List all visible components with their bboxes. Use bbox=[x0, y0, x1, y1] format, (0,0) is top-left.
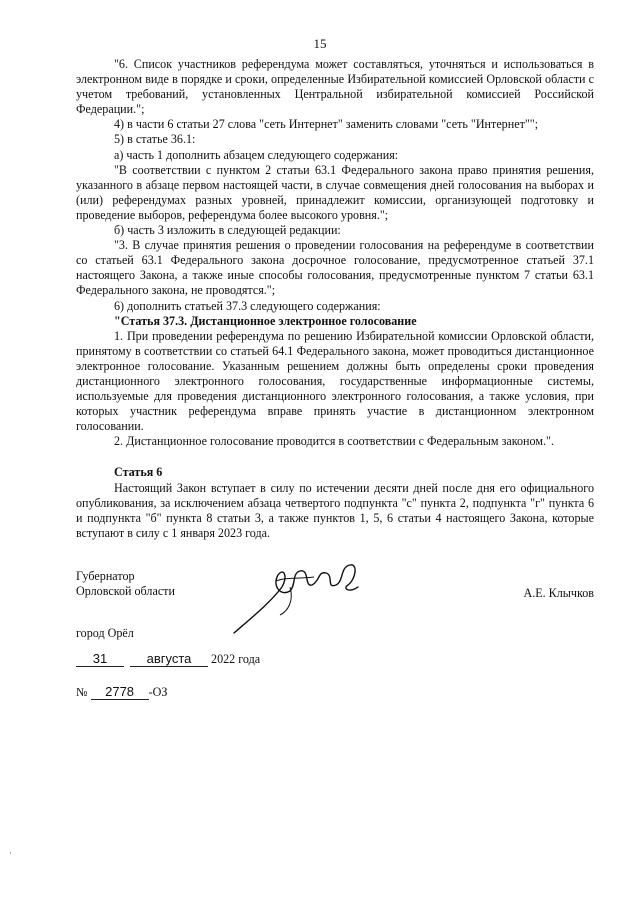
date-year: 2022 года bbox=[211, 652, 261, 666]
paragraph: а) часть 1 дополнить абзацем следующего содержания: bbox=[114, 147, 399, 162]
signing-date bbox=[76, 652, 260, 667]
date-day: 31 bbox=[76, 652, 124, 667]
paragraph: 4) в части 6 статьи 27 слова "сеть Интернет" заменить словами "сеть "Интернет""; bbox=[114, 117, 539, 132]
number-suffix: -ОЗ bbox=[148, 685, 168, 699]
paragraph: "3. В случае принятия решения о проведении голосования на референдуме в соответствии со статьей 63.1 Федерального закона досрочное голосование, предусмотренное статьей 37.1 настоящего Закона, а также иные способы голосования, предусмотренные пунктом 7 статьи 63.1 Федерального закона, не проводятся."; bbox=[76, 238, 594, 298]
paragraph: 1. При проведении референдума по решению Избирательной комиссии Орловской области, принятому в соответствии со статьей 64.1 Федерального закона, может проводиться дистанционное электронное голосование. Указанным решением должны быть определены сроки проведения дистанционного электронного голосования, государственные информационные системы, используемые для проведения дистанционного электронного голосования, а также условия, при которых участник референдума вправе принять участие в дистанционном электронном голосовании. bbox=[76, 328, 594, 434]
governor-title: Губернатор bbox=[76, 569, 135, 583]
paragraph: б) часть 3 изложить в следующей редакции: bbox=[114, 223, 341, 238]
paragraph: 5) в статье 36.1: bbox=[114, 132, 196, 147]
governor-name: А.Е. Клычков bbox=[523, 586, 594, 600]
number-value: 2778 bbox=[91, 685, 149, 700]
article-6-heading: Статья 6 bbox=[114, 465, 163, 480]
scan-speck bbox=[10, 852, 11, 854]
governor-region: Орловской области bbox=[76, 584, 175, 598]
place: город Орёл bbox=[76, 626, 134, 640]
document-body bbox=[76, 57, 594, 541]
article-6-text: Настоящий Закон вступает в силу по истечении десяти дней после дня его официального опубликования, за исключением абзаца четвертого подпункта "с" пункта 2, подпункта "г" пункта 6 и подпункта "б" пункта 8 статьи 3, а также пунктов 1, 5, 6 статьи 4 настоящего Закона, которые вступают в силу с 1 января 2023 года. bbox=[76, 480, 594, 540]
handwritten-signature bbox=[230, 557, 370, 637]
law-number bbox=[76, 685, 167, 700]
date-month: августа bbox=[130, 652, 208, 667]
paragraph: 2. Дистанционное голосование проводится в соответствии с Федеральным законом.". bbox=[114, 434, 554, 449]
paragraph: "В соответствии с пунктом 2 статьи 63.1 Федерального закона право принятия решения, указанного в абзаце первом настоящей части, в случае совмещения дней голосования на выборах и (или) референдумах разных уровней, принадлежит комиссии, организующей подготовку и проведение выборов, референдума более высокого уровня."; bbox=[76, 162, 594, 222]
paragraph: "6. Список участников референдума может составляться, уточняться и использоваться в электронном виде в порядке и сроки, определенные Избирательной комиссией Орловской области с учетом требований, установленных Центральной избирательной комиссией Российской Федерации."; bbox=[76, 57, 594, 117]
paragraph: 6) дополнить статьей 37.3 следующего содержания: bbox=[114, 298, 381, 313]
article-37-3-heading: "Статья 37.3. Дистанционное электронное голосование bbox=[114, 313, 417, 328]
page-number: 15 bbox=[313, 36, 327, 51]
number-sign: № bbox=[76, 685, 88, 699]
